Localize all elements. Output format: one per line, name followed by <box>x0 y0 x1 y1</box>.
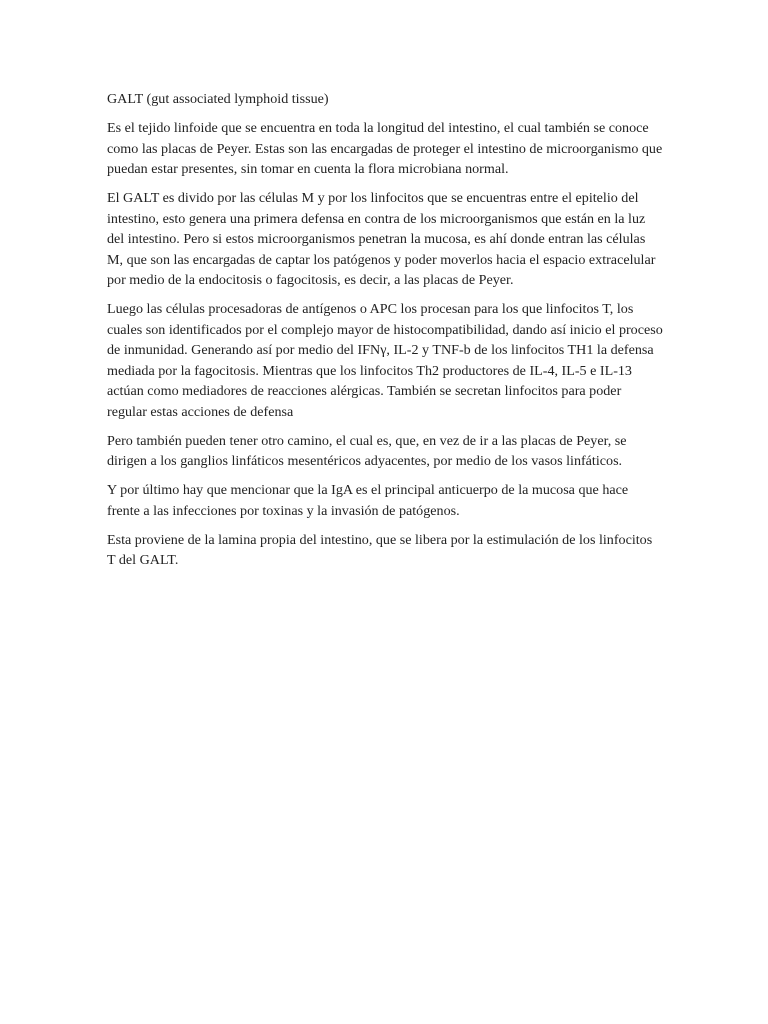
paragraph-definition: Es el tejido linfoide que se encuentra en toda la longitud del intestino, el cual también se conoce como las placas de Peyer. Estas son las encargadas de proteger el intestino de microorganismo que puedan estar presentes, sin tomar en cuenta la flora microbiana normal. <box>107 120 663 177</box>
paragraph-lamina-propia: Esta proviene de la lamina propia del intestino, que se libera por la estimulación de los linfocitos T del GALT. <box>107 531 653 568</box>
document-title: GALT (gut associated lymphoid tissue) <box>107 91 329 107</box>
paragraph-apc: Luego las células procesadoras de antígenos o APC los procesan para los que linfocitos T, los cuales son identificados por el complejo mayor de histocompatibilidad, dando así inicio el proceso de inmunidad. Generando así por medio del IFNγ, IL-2 y TNF-b de los linfocitos TH1 la defensa mediada por la fagocitosis. Mientras que los linfocitos Th2 productores de IL-4, IL-5 e IL-13 actúan como mediadores de reacciones alérgicas. También se secretan linfocitos para poder regular estas acciones de defensa <box>107 301 663 420</box>
paragraph-lymph-nodes: Pero también pueden tener otro camino, el cual es, que, en vez de ir a las placas de Peyer, se dirigen a los ganglios linfáticos mesentéricos adyacentes, por medio de los vasos linfáticos. <box>107 432 627 469</box>
document-body <box>107 89 663 579</box>
paragraph-iga: Y por último hay que mencionar que la IgA es el principal anticuerpo de la mucosa que hace frente a las infecciones por toxinas y la invasión de patógenos. <box>107 482 629 519</box>
paragraph-m-cells: El GALT es divido por las células M y por los linfocitos que se encuentras entre el epitelio del intestino, esto genera una primera defensa en contra de los microorganismos que están en la luz del intestino. Pero si estos microorganismos penetran la mucosa, es ahí donde entran las células M, que son las encargadas de captar los patógenos y poder moverlos hacia el espacio extracelular por medio de la endocitosis o fagocitosis, es decir, a las placas de Peyer. <box>107 190 656 288</box>
